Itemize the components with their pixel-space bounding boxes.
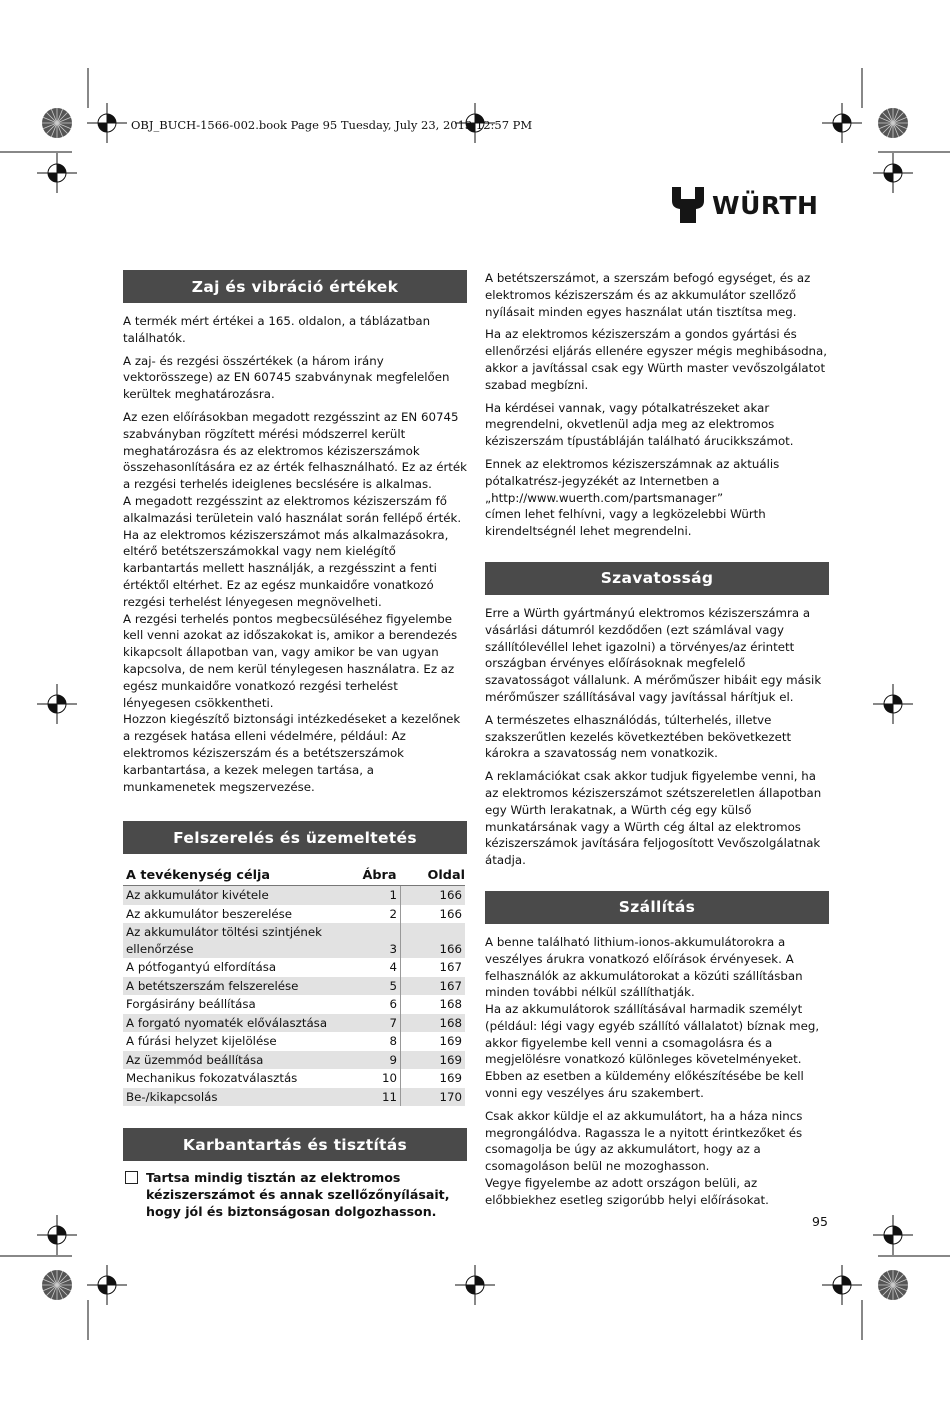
column-header-task: A tevékenység célja [123,868,354,886]
column-header-page: Oldal [401,868,466,886]
row-page: 169 [401,1051,466,1070]
print-header-line: OBJ_BUCH-1566-002.book Page 95 Tuesday, July 23, 2013 12:57 PM [131,118,533,132]
row-figure: 2 [354,905,401,924]
table-row [123,1069,465,1088]
row-task: A betétszerszám felszerelése [123,977,354,996]
row-task: A fúrási helyzet kijelölése [126,1034,277,1049]
section-title-transport: Szállítás [485,891,829,924]
table-header-row [123,868,465,886]
section-title-assembly: Felszerelés és üzemeltetés [123,821,467,854]
noise-paragraph: A rezgési terhelés pontos megbecsüléséhez figyelembe kell venni azokat az időszakokat is, amikor a berendezés kikapcsolt állapotban van, vagy amikor be van ugyan kapcsolva, de nem kerül ténylegesen használatra. Ez az egész munkaidőre vonatkozó rezgési terhelést lényegesen csökkentheti. [123,611,458,710]
table-row [123,886,465,905]
row-figure: 6 [354,995,401,1014]
wurth-emblem-icon [672,187,704,223]
noise-paragraph: A megadott rezgésszint az elektromos kéziszerszám fő alkalmazási területein való használat során fellépő érték. Ha az elektromos kéziszerszámot más alkalmazásokra, eltérő betétszerszámokkal vagy nem kielégítő karbantartás mellett használják, a rezgésszint a fenti értéktől eltérhet. Ez az egész munkaidőre vonatkozó rezgési terhelést lényegesen megnövelheti. [123,493,462,609]
table-row [123,958,465,977]
row-task: Forgásirány beállítása [126,997,256,1012]
column-header-figure: Ábra [354,868,401,886]
assembly-table [123,868,465,1106]
row-figure: 4 [354,958,401,977]
brand-name: WÜRTH [712,190,819,220]
row-page: 166 [439,906,462,921]
row-figure: 5 [354,977,401,996]
transport-paragraph: Csak akkor küldje el az akkumulátort, ha a háza nincs megrongálódva. Ragassza le a nyitott érintkezőket és csomagolja be úgy az akkumulátort, hogy az a csomagoláson belül ne mozoghasson. [485,1108,803,1174]
row-figure: 8 [354,1032,401,1051]
warranty-paragraph: A reklamációkat csak akkor tudjuk figyelembe venni, ha az elektromos kéziszerszámot szétszereletlen állapotban egy Würth lerakatnak, a Würth cég egy külső munkatársának vagy a Würth cég által az elektromos kéziszerszámok javítására feljogosított Vevőszolgálatnak átadja. [485,769,822,868]
row-page: 166 [401,886,466,905]
row-task: Be-/kikapcsolás [123,1088,354,1107]
table-row [123,995,465,1014]
noise-paragraph: A termék mért értékei a 165. oldalon, a táblázatban találhatók. [123,314,431,345]
row-page: 166 [401,923,466,958]
care-paragraph: A betétszerszámot, a szerszám befogó egységet, és az elektromos kéziszerszám és az akkumulátor szellőző nyílásait minden egyes használat után tisztítsa meg. [485,271,811,319]
row-page: 170 [401,1088,466,1107]
checkbox-bullet-icon [125,1171,138,1184]
section-title-noise: Zaj és vibráció értékek [123,270,467,303]
right-column [485,270,829,1209]
care-paragraph: Ha kérdései vannak, vagy pótalkatrészeket akar megrendelni, okvetlenül adja meg az elektromos kéziszerszám típustábláján található árucikkszámot. [485,400,794,449]
row-page: 169 [439,1034,462,1049]
table-row [123,1014,465,1033]
row-task: Az akkumulátor kivétele [123,886,354,905]
row-figure: 11 [354,1088,401,1107]
page-number: 95 [812,1214,828,1229]
transport-paragraph: Ha az akkumulátorok szállításával harmadik személyt (például: légi vagy egyéb szállító vállalatot) bíznak meg, akkor figyelembe kell venni a csomagolásra és a megjelölésre vonatkozó különleges követelményeket. Ebben az esetben a küldemény előkészítésébe be kell vonni egy veszélyes áru szakembert. [485,1002,820,1101]
maintenance-note-text: Tartsa mindig tisztán az elektromos kéziszerszámot és annak szellőzőnyílásait, hogy jól és biztonságosan dolgozhasson. [146,1170,450,1220]
row-task: A forgató nyomaték előválasztása [123,1014,354,1033]
table-row [123,977,465,996]
row-task: Az üzemmód beállítása [123,1051,354,1070]
row-task: Az akkumulátor töltési szintjének ellenőrzése [123,923,354,958]
parts-line: címen lehet felhívni, vagy a legközelebbi Würth kirendeltségnél lehet megrendelni. [485,507,766,539]
noise-paragraph: A zaj- és rezgési összértékek (a három irány vektorösszege) az EN 60745 szabványnak megfelelően kerültek meghatározásra. [123,353,450,402]
maintenance-note [123,1169,467,1220]
noise-paragraph: Az ezen előírásokban megadott rezgésszint az EN 60745 szabványban rögzített mérési módszerrel került meghatározásra és az elektromos kéziszerszámok összehasonlítására ez az érték felhasználható. Ez az érték a rezgési terhelés ideiglenes becslésére is alkalmas. [123,409,468,492]
section-title-maintenance: Karbantartás és tisztítás [123,1128,467,1161]
row-task: Mechanikus fokozatválasztás [126,1071,298,1086]
transport-paragraph: Vegye figyelembe az adott országon belüli, az előbbiekhez esetleg szigorúbb helyi előírásokat. [485,1176,769,1207]
row-figure: 10 [354,1069,401,1088]
warranty-paragraph: A természetes elhasználódás, túlterhelés, illetve szakszerűtlen kezelés következtében bekövetkezett károkra a szavatosság nem vonatkozik. [485,712,792,761]
table-row [123,923,465,958]
warranty-paragraph: Erre a Würth gyártmányú elektromos kéziszerszámra a vásárlási dátumról kezdődően (ezt számlával vagy szállítólevéllel lehet igazolni) a törvényes/az érintett országban érvényes előírásoknak megfelelő szavatosságot vállalunk. A mérőműszer hibáit egy másik mérőműszer szállításával vagy javítással hárítjuk el. [485,605,822,704]
row-figure: 9 [354,1051,401,1070]
row-figure: 3 [354,923,401,958]
table-row [123,1051,465,1070]
row-page: 168 [401,1014,466,1033]
row-task: A pótfogantyú elfordítása [126,960,277,975]
table-row [123,1088,465,1107]
table-row [123,905,465,924]
row-page: 169 [439,1071,462,1086]
row-page: 167 [439,960,462,975]
noise-paragraph: Hozzon kiegészítő biztonsági intézkedéseket a kezelőnek a rezgések hatása elleni védelmére, például: Az elektromos kéziszerszám és a betétszerszámok karbantartása, a kezek melegen tartása, a munkamenetek megszervezése. [123,712,461,794]
transport-paragraph: A benne található lithium-ionos-akkumulátorokra a veszélyes árukra vonatkozó előírások érvényesek. A felhasználók az akkumulátorokat a közúti szállításban minden további nélkül szállíthatják. [485,934,803,1000]
care-paragraph: Ha az elektromos kéziszerszám a gondos gyártási és ellenőrzési eljárás ellenére egyszer mégis meghibásodna, akkor a javítással csak egy Würth master vevőszolgálatot szabad megbízni. [485,327,828,392]
row-figure: 7 [354,1014,401,1033]
wurth-logo [672,186,832,224]
row-page: 167 [401,977,466,996]
parts-url: „http://www.wuerth.com/partsmanager” [485,490,724,505]
row-figure: 1 [354,886,401,905]
row-page: 168 [439,997,462,1012]
parts-line: Ennek az elektromos kéziszerszámnak az aktuális pótalkatrész-jegyzékét az Internetben a [485,456,780,488]
row-task: Az akkumulátor beszerelése [126,906,293,921]
section-title-warranty: Szavatosság [485,562,829,595]
left-column [123,270,467,1220]
table-row [123,1032,465,1051]
